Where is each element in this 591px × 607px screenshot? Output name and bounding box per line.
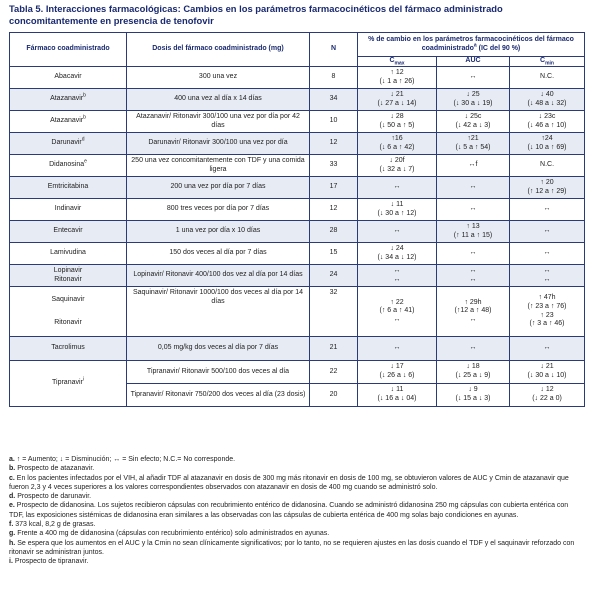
footnote-key: d. [9,493,16,501]
cmin-cell [510,221,585,243]
footnote-text: ↑ = Aumento; ↓ = Disminución; ↔ = Sin efecto; N.C.= No corresponde. [16,456,236,463]
footnote-key: b. [9,465,16,473]
cell-line: ↓ 23c [538,112,556,120]
drug-name: Entecavir [53,227,83,235]
cmin-cell: ↔ [510,337,585,361]
cell-line: (↓ 32 a ↓ 7) [379,165,415,173]
dose-cell: 400 una vez al día x 14 días [127,89,310,111]
dose-cell: Lopinavir/ Ritonavir 400/100 dos vez al día por 14 días [127,265,310,287]
footnote-key: c. [9,474,15,482]
dose-cell: Tipranavir/ Ritonavir 500/100 dos veces al día [127,361,310,384]
cell-line: ↔ [543,205,551,213]
table-row [10,265,585,287]
table-row [10,337,585,361]
drug-name: Atazanavir [50,95,84,103]
cmax-cell [358,89,437,111]
cmin-cell [510,67,585,89]
footnote [9,455,584,464]
cell-line: ↑21 [467,134,479,142]
table-row [10,133,585,155]
table-row [10,111,585,133]
footnote-key: e. [9,502,15,510]
cmax-cell [358,67,437,89]
drug-name: Darunavir [51,139,82,147]
n-cell: 22 [310,361,358,384]
dose-cell: 800 tres veces por día por 7 días [127,199,310,221]
drug-superscript: d [81,136,85,143]
cell-line: ↑ 22 [390,298,404,306]
n-cell: 10 [310,111,358,133]
n-cell: 12 [310,133,358,155]
cmin-cell [510,384,585,407]
cell-line: ↑ 29h [464,298,482,306]
footnote-key: g. [9,530,16,538]
table-title: Tabla 5. Interacciones farmacológicas: Cambios en los parámetros farmacocinéticos del fármaco administrado concomitantemente en presencia de tenofovir [9,3,503,26]
cell-line: (↓ 10 a ↑ 69) [527,143,567,151]
cell-line: (↓ 1 a ↑ 26) [379,77,415,85]
cell-line: ↓ 17 [390,363,404,371]
header-dose: Dosis del fármaco coadministrado (mg) [127,33,310,67]
header-cmax: $C_{max}$ [358,57,437,67]
cell-line: ↔ [393,183,401,191]
cmin-cell [510,89,585,111]
auc-cell [437,89,510,111]
drug-name: Indinavir [54,205,82,213]
n-cell: 17 [310,177,358,199]
cell-line: ↔ [543,266,551,274]
cell-line: ↓ 28 [390,112,404,120]
dose-cell: 0,05 mg/kg dos veces al día por 7 días [127,337,310,361]
footnote-text: Prospecto de darunavir. [17,493,92,501]
drug-name: Tipranavir [52,379,83,387]
cell-line: ↑16 [391,134,403,142]
footnote [9,557,584,566]
cell-line: ↓ 11 [390,200,404,208]
drug-superscript: e [84,158,87,165]
cell-line: ↔ [469,275,477,283]
table-row [10,199,585,221]
auc-cell [437,111,510,133]
cmin-cell [510,177,585,199]
drug-name-cell [10,361,127,407]
drug-name: Atazanavir [50,117,84,125]
cell-line: ↑ 23 [540,311,554,319]
cmax-cell [358,243,437,265]
dose-cell: 1 una vez por día x 10 días [127,221,310,243]
cmin-cell [510,199,585,221]
n-cell: 8 [310,67,358,89]
auc-cell [437,287,510,337]
cell-line: (↓ 30 a ↓ 10) [527,372,567,379]
drug-name-cell [10,177,127,199]
cell-line: ↓ 9 [468,386,478,394]
cell-line: N.C. [540,73,555,81]
cell-line: ↓ 21 [540,363,554,371]
cell-line: (↓ 34 a ↓ 12) [377,253,417,261]
cmin-cell [510,265,585,287]
n-cell: 34 [310,89,358,111]
table-row [10,89,585,111]
footnote-text: En los pacientes infectados por el VIH, al añadir TDF al atazanavir en dosis de 300 mg más ritonavir en dosis de 100 mg, se obtuvieron valores de AUC y Cmin de atazanavir que fueron 2,3 y 4 veces superiores a los valores correspondientes observados con atazanavir en dosis de 400 mg cuando se administró solo. [9,474,569,491]
cell-line: ↓ 12 [540,386,554,394]
auc-cell [437,199,510,221]
table-row [10,243,585,265]
dose-cell: Saquinavir/ Ritonavir 1000/100 dos veces al día por 14 días [127,287,310,337]
footnote-text: Prospecto de tipranavir. [14,558,89,566]
cmax-cell [358,361,437,384]
footnote [9,529,584,538]
dose-cell: 200 una vez por día por 7 días [127,177,310,199]
n-cell: 33 [310,155,358,177]
footnote [9,492,584,501]
cell-line: (↓ 30 a ↑ 12) [377,209,417,217]
cmin-cell [510,133,585,155]
header-auc: AUC [437,57,510,67]
footnote-text: Prospecto de atazanavir. [17,465,95,473]
n-cell: 28 [310,221,358,243]
drug-name: Ritonavir [54,275,82,283]
cell-line: (↓ 6 a ↑ 42) [379,143,415,151]
cell-line: (↓ 22 a 0) [532,395,562,402]
cell-line: (↓ 50 a ↑ 5) [379,121,415,129]
cell-line: (↓ 30 a ↓ 19) [453,99,493,107]
cmax-cell [358,287,437,337]
drug-name-cell [10,221,127,243]
cmax-cell [358,221,437,243]
cell-line: ↑ 13 [466,222,480,230]
auc-cell [437,384,510,407]
drug-name: Lamivudina [50,249,86,257]
cell-line: ↓ 20f [389,156,405,164]
n-cell: 21 [310,337,358,361]
cell-line: (↓ 27 a ↓ 14) [377,99,417,107]
auc-cell: ↔ [437,337,510,361]
drug-name-cell [10,155,127,177]
cell-line: (↓ 15 a ↓ 3) [455,395,491,402]
cell-line: ↓ 24 [390,244,404,252]
cmax-cell [358,199,437,221]
cell-line: (↑ 12 a ↑ 29) [527,187,567,195]
footnotes [9,455,584,567]
footnote [9,520,584,529]
footnote-key: h. [9,539,16,547]
cell-line: (↓ 42 a ↓ 3) [455,121,491,129]
n-cell: 20 [310,384,358,407]
header-n: N [310,33,358,67]
dose-cell: 250 una vez concomitantemente con TDF y una comida ligera [127,155,310,177]
dose-cell: 300 una vez [127,67,310,89]
footnote-key: i. [9,558,13,566]
auc-cell [437,67,510,89]
drug-name: Didanosina [49,161,85,169]
cmax-cell [358,133,437,155]
n-cell: 12 [310,199,358,221]
cmax-cell [358,177,437,199]
dose-cell: Atazanavir/ Ritonavir 300/100 una vez por día por 42 días [127,111,310,133]
drug-name-cell [10,67,127,89]
cmax-cell: ↔ [358,337,437,361]
table-row [10,361,585,384]
n-cell: 15 [310,243,358,265]
cell-line: (↑ 6 a ↑ 41) [379,307,415,315]
footnote-text: Frente a 400 mg de didanosina (cápsulas con recubrimiento entérico) solo administrados en ayunas. [17,530,330,538]
footnote [9,501,584,520]
cell-line: ↔ [469,183,477,191]
n-cell: 24 [310,265,358,287]
footnote-text: 373 kcal, 8,2 g de grasas. [15,521,96,529]
footnote [9,474,584,493]
cell-line: (↑12 a ↑ 48) [454,307,492,315]
cell-line: ↔ [469,266,477,274]
cell-line: ↔ [393,266,401,274]
table-row [10,221,585,243]
drug-name-cell [10,243,127,265]
cell-line: ↔ [393,227,401,235]
cell-line: ↑ 12 [390,68,404,76]
cell-line: ↓ 11 [390,386,404,394]
n-cell: 32 [310,287,358,337]
cell-line: (↓ 5 a ↑ 54) [455,143,491,151]
header-coadministered-drug: Fármaco coadministrado [10,33,127,67]
drug-name: Saquinavir [51,295,85,303]
cell-line: ↔ [543,275,551,283]
cell-line: ↓ 18 [466,363,480,371]
table-row [10,177,585,199]
drug-name: Emtricitabina [47,183,89,191]
cmax-cell [358,155,437,177]
auc-cell [437,221,510,243]
auc-cell [437,243,510,265]
footnote-key: a. [9,456,15,463]
dose-cell: Darunavir/ Ritonavir 300/100 una vez por día [127,133,310,155]
footnote-text: Se espera que los aumentos en el AUC y la Cmin no sean clínicamente significativos; por lo tanto, no se requieren ajustes en las dosis cuando el TDF y el saquinavir reforzado con ritonavir se administran juntos. [9,539,575,556]
footnote-text: Prospecto de didanosina. Los sujetos recibieron cápsulas con recubrimiento entérico de didanosina. Cuando se administró didanosina 250 mg cápsulas con cubierta entérica con TDF, las exposiciones sistémicas de didanosina eran similares a las observadas con las cápsulas de cubierta entérica de 400 mg solas bajo condiciones en ayunas. [9,502,569,519]
footnote [9,539,584,558]
pharmacokinetics-table [9,32,585,407]
cell-line: (↓ 25 a ↓ 9) [455,372,491,379]
drug-superscript: b [83,92,86,99]
drug-name: Ritonavir [54,318,82,326]
table-row [10,67,585,89]
drug-superscript: i [82,376,84,383]
cmin-cell [510,111,585,133]
auc-cell [437,133,510,155]
cmax-cell [358,111,437,133]
cell-line: (↑ 23 a ↑ 76) [527,302,567,310]
drug-cell: Tacrolimus [10,337,127,361]
drug-name-cell [10,111,127,133]
cell-line: ↑ 47h [538,294,556,302]
cell-line: (↑ 3 a ↑ 46) [529,320,565,328]
cell-line: (↑ 11 a ↑ 15) [453,231,493,239]
cell-line: ↔ [543,227,551,235]
cmin-cell [510,361,585,384]
drug-superscript: b [83,114,86,121]
footnote [9,464,584,473]
auc-cell [437,265,510,287]
cell-line: ↔ [469,315,477,323]
drug-name-cell [10,199,127,221]
cell-line: ↔ [393,275,401,283]
footnote-key: f. [9,521,14,529]
cmax-cell [358,265,437,287]
auc-cell [437,155,510,177]
cell-line: ↔f [468,161,478,169]
drug-name-cell [10,265,127,287]
cell-line: ↔ [543,249,551,257]
dose-cell: 150 dos veces al día por 7 días [127,243,310,265]
dose-cell: Tipranavir/ Ritonavir 750/200 dos veces al día (23 dosis) [127,384,310,407]
cell-line: ↓ 25 [466,90,480,98]
auc-cell [437,361,510,384]
auc-cell [437,177,510,199]
cell-line: ↔ [469,73,477,81]
cell-line: (↓ 26 a ↓ 6) [379,372,415,379]
cell-line: ↔ [469,205,477,213]
drug-name: Lopinavir [53,266,83,274]
cmax-cell [358,384,437,407]
drug-name-cell [10,133,127,155]
cell-line: ↓ 40 [540,90,554,98]
cell-line: ↓ 21 [390,90,404,98]
cell-line: ↓ 25c [464,112,482,120]
table-row [10,155,585,177]
cmin-cell [510,287,585,337]
cmin-cell [510,155,585,177]
cell-line: ↔ [393,315,401,323]
drug-name: Abacavir [54,73,82,81]
cell-line: ↑24 [541,134,553,142]
drug-name-cell [10,287,127,337]
header-percent-change: % de cambio en los parámetros farmacocinéticos del fármaco coadministrado$^a$ (IC del 90 %) [358,33,585,57]
header-cmin: $C_{min}$ [510,57,585,67]
cell-line: (↓ 16 a ↓ 04) [377,395,417,402]
cell-line: ↔ [469,249,477,257]
cell-line: (↓ 48 a ↓ 32) [527,99,567,107]
cell-line: N.C. [540,161,555,169]
cmin-cell [510,243,585,265]
drug-name-cell [10,89,127,111]
cell-line: ↑ 20 [540,178,554,186]
cell-line: (↓ 46 a ↑ 10) [527,121,567,129]
table-row [10,287,585,337]
